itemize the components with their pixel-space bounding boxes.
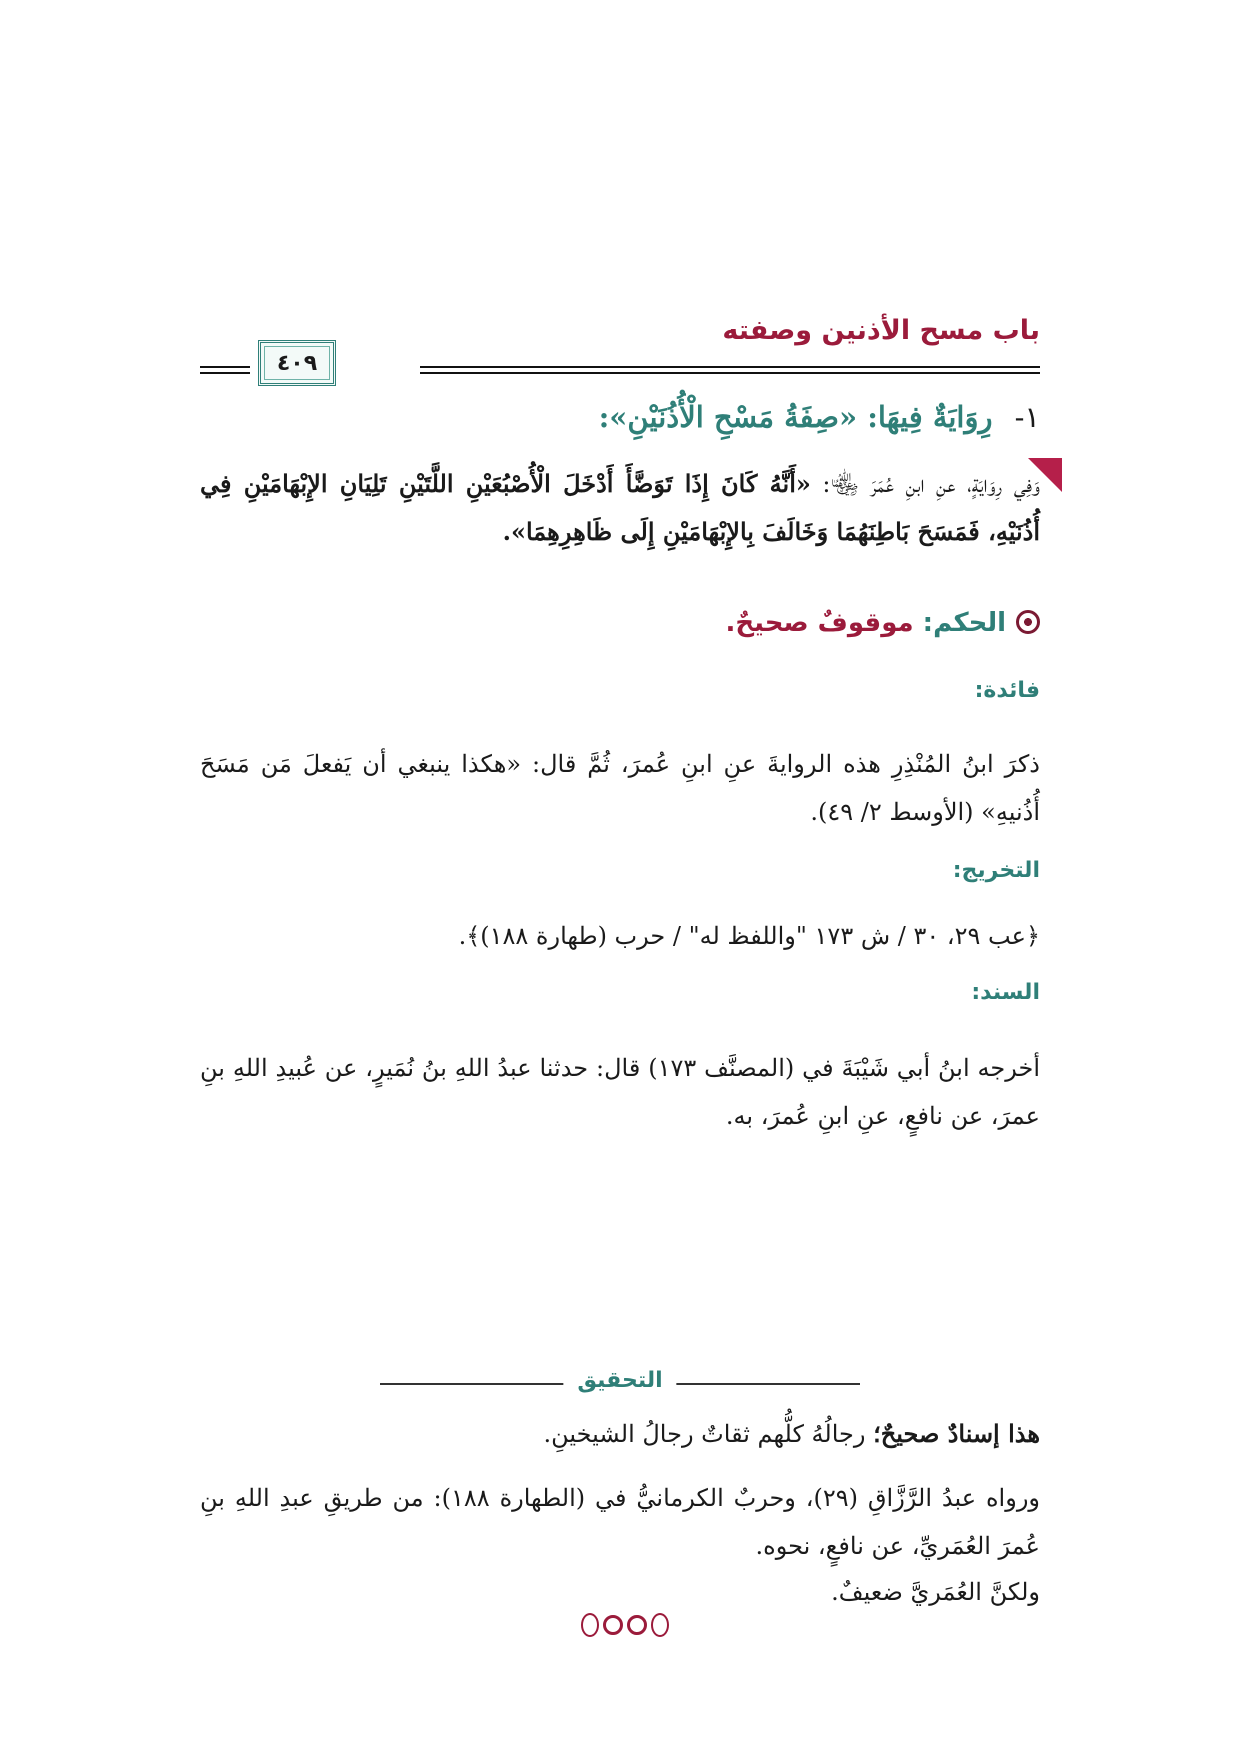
ruling	[726, 608, 1040, 638]
narration-text	[200, 460, 1040, 556]
benefit-title: فائدة:	[974, 678, 1040, 703]
heading-number: ١-	[1014, 400, 1040, 434]
tahqiq-divider	[380, 1368, 860, 1398]
ruling-label: الحكم:	[922, 608, 1006, 638]
takhrij-text: ﴿عب ٢٩، ٣٠ / ش ١٧٣ "واللفظ له" / حرب (طهارة ١٨٨)﴾.	[458, 922, 1040, 950]
flower-ornament-icon	[1016, 610, 1040, 634]
benefit-text: ذكرَ ابنُ المُنْذِرِ هذه الروايةَ عنِ ابنِ عُمرَ، ثُمَّ قال: «هكذا ينبغي أن يَفعلَ مَن مَسَحَ أُذُنيهِ» (الأوسط ٢/ ٤٩).	[200, 750, 1040, 826]
tahqiq-para-3: ولكنَّ العُمَريَّ ضعيفٌ.	[831, 1578, 1040, 1606]
end-ornament-icon	[575, 1610, 675, 1640]
page-number-badge	[258, 340, 336, 386]
tahqiq-para-1	[200, 1410, 1040, 1458]
takhrij-title: التخريج:	[952, 858, 1040, 883]
narration-quote: «أَنَّهُ كَانَ إِذَا تَوَضَّأَ أَدْخَلَ الْأُصْبُعَيْنِ اللَّتَيْنِ تَلِيَانِ الإِبْهَامَيْنِ فِي أُذُنَيْهِ، فَمَسَحَ بَاطِنَهُمَا وَخَالَفَ بِالإِبْهَامَيْنِ إِلَى ظَاهِرِهِمَا».	[200, 469, 1040, 546]
page-number: ٤٠٩	[276, 350, 318, 376]
ruling-value: موقوفٌ صحيحٌ.	[725, 608, 914, 638]
running-title: باب مسح الأذنين وصفته	[722, 315, 1040, 346]
tahqiq-para-2: ورواه عبدُ الرَّزَّاقِ (٢٩)، وحربٌ الكرمانيُّ في (الطهارة ١٨٨): من طريقِ عبدِ اللهِ بنِ عُمرَ العُمَريِّ، عن نافعٍ، نحوه.	[200, 1484, 1040, 1560]
tahqiq-verdict: هذا إسنادٌ صحيحٌ؛	[873, 1419, 1040, 1448]
sanad-text: أخرجه ابنُ أبي شَيْبَةَ في (المصنَّف ١٧٣) قال: حدثنا عبدُ اللهِ بنُ نُمَيرٍ، عن عُبيدِ اللهِ بنِ عمرَ، عن نافعٍ، عنِ ابنِ عُمرَ، به.	[200, 1054, 1040, 1130]
heading-text: رِوَايَةٌ فِيهَا: «صِفَةُ مَسْحِ الْأُذُنَيْنِ»:	[598, 400, 993, 434]
sanad-title: السند:	[971, 980, 1040, 1005]
narration-intro: وَفِي رِوَايَةٍ، عنِ ابنِ عُمَرَ ﵄:	[810, 470, 1041, 498]
tahqiq-title: التحقيق	[563, 1368, 676, 1393]
section-heading	[599, 400, 1040, 434]
tahqiq-verdict-rest: رجالُهُ كلُّهم ثقاتٌ رجالُ الشيخينِ.	[543, 1420, 874, 1448]
